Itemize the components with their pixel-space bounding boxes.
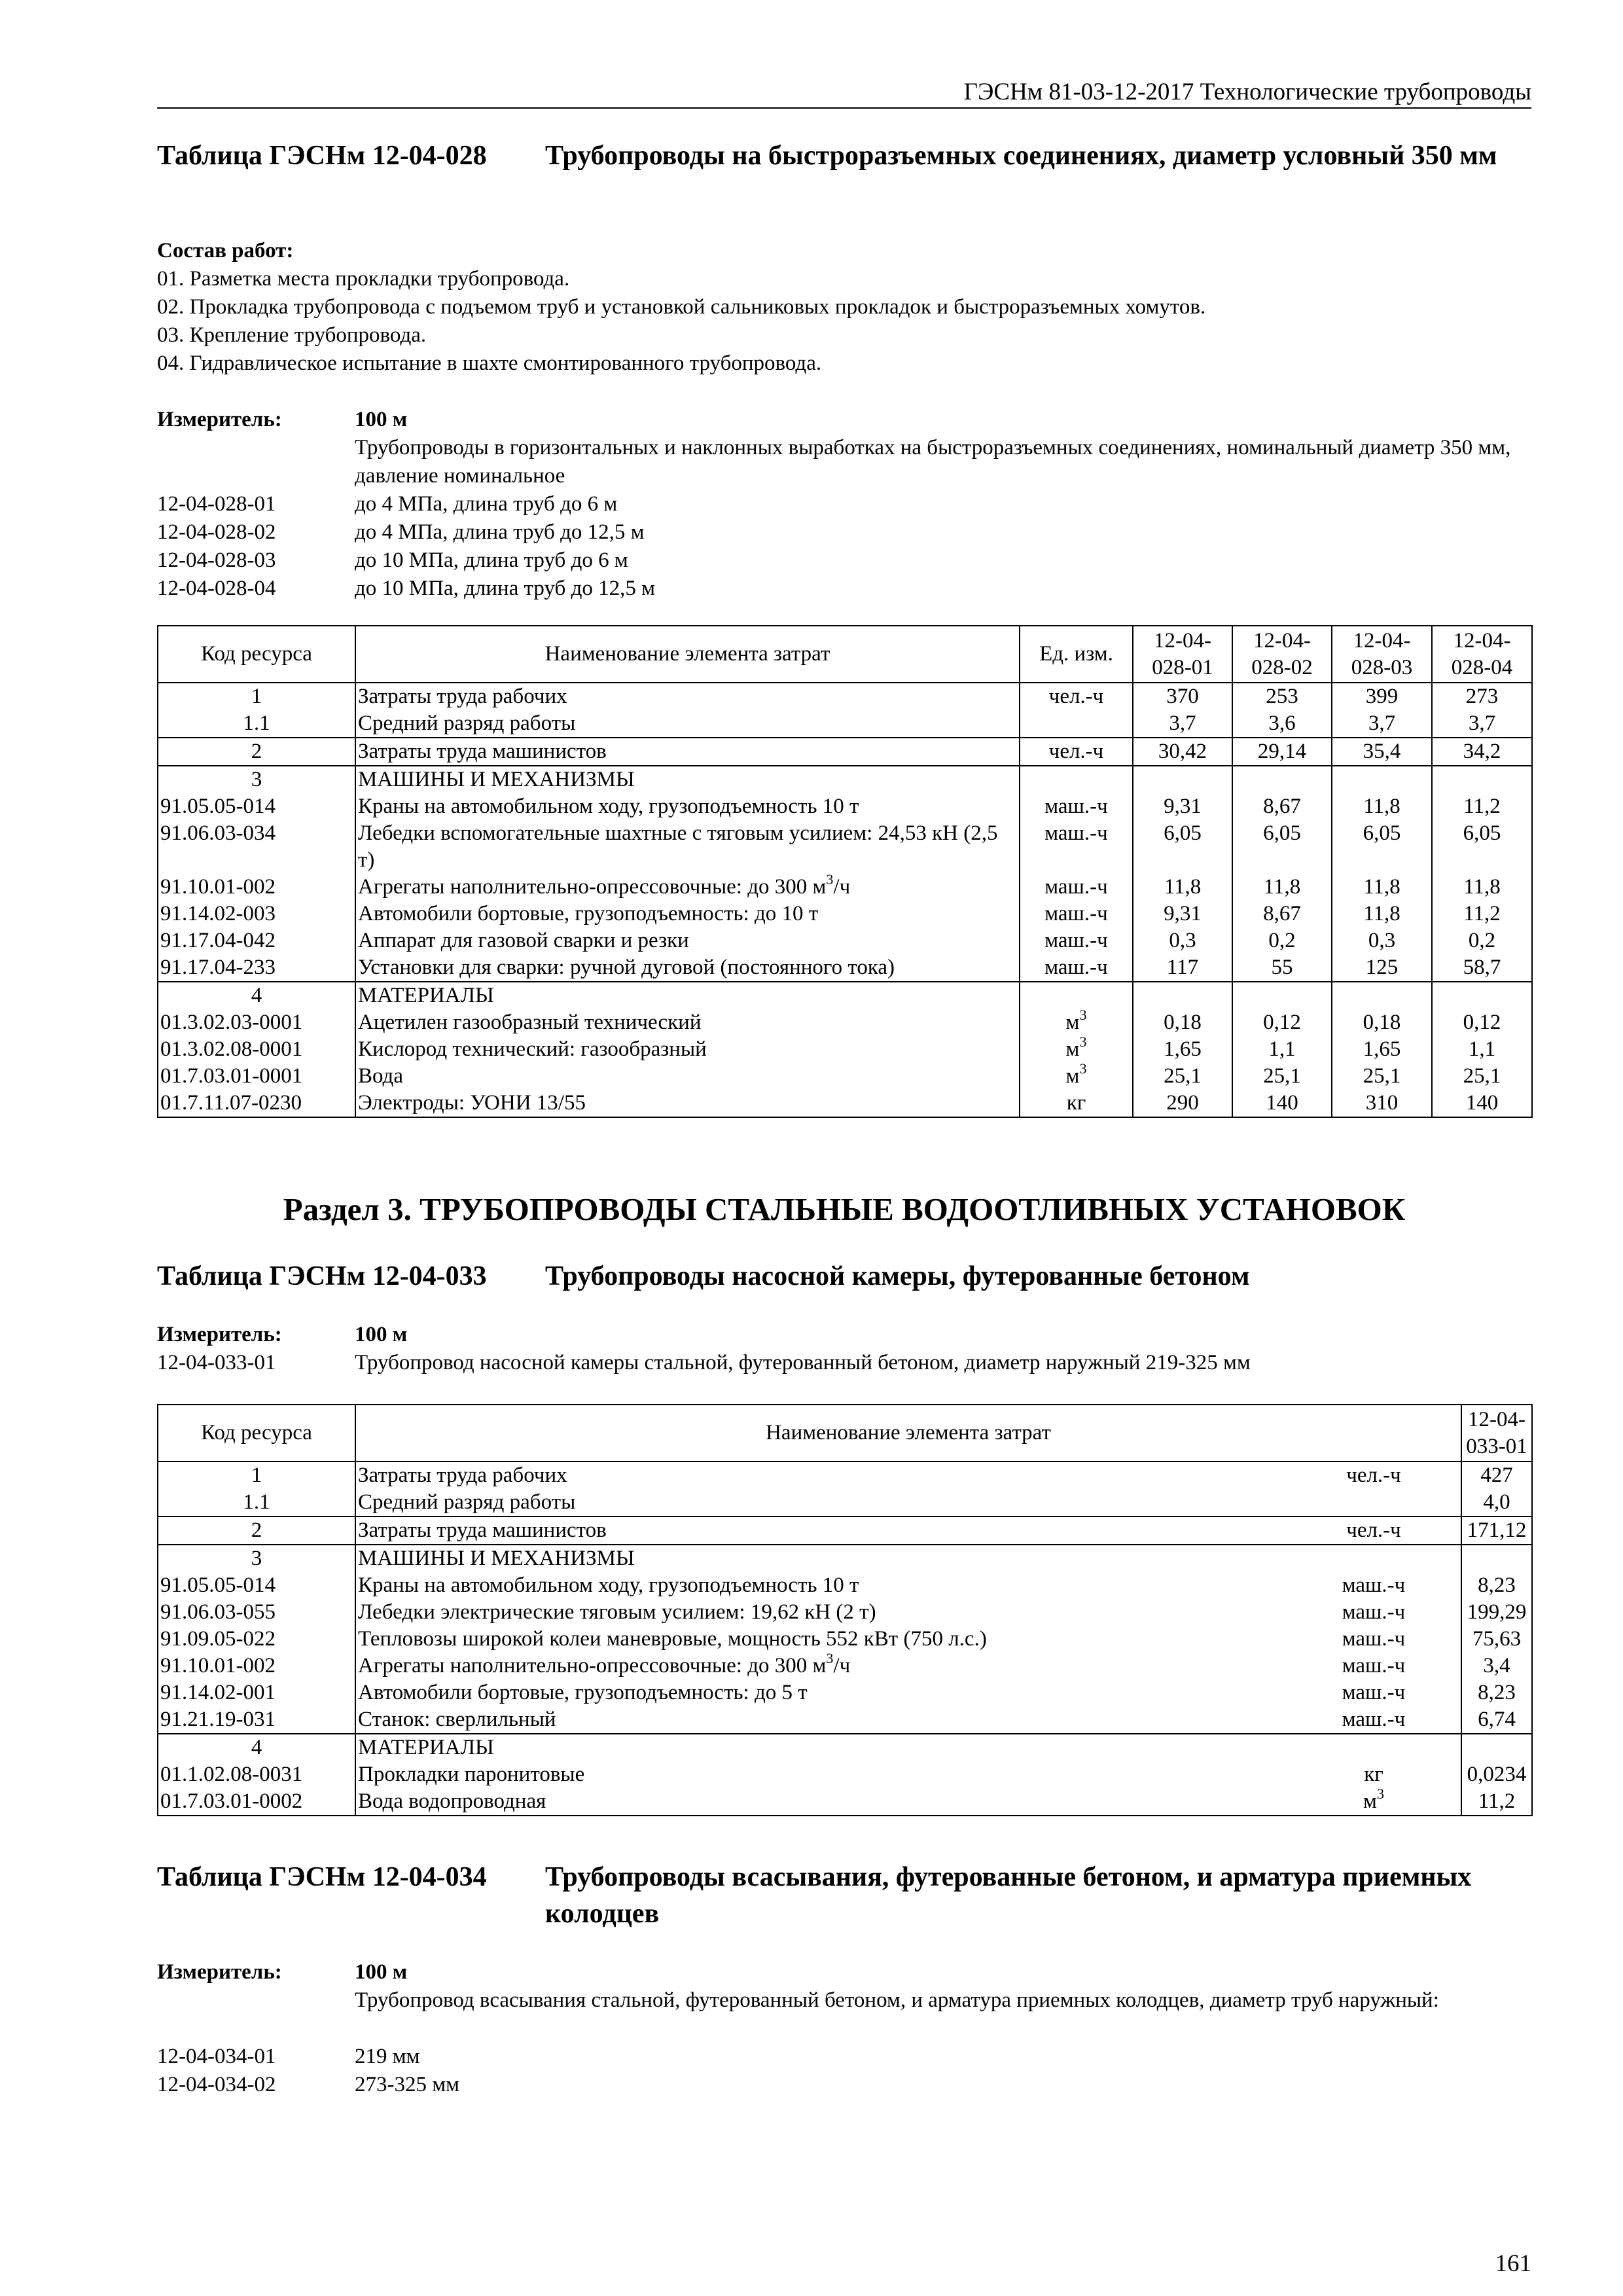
variant-text: до 4 МПа, длина труб до 6 м	[355, 492, 618, 516]
cell-text: маш.-ч	[1342, 1600, 1406, 1624]
resource-unit	[1020, 683, 1133, 710]
cost-value: 11,2	[1432, 901, 1532, 927]
cell-text: маш.-ч	[1044, 929, 1108, 952]
column-header: 12-04-033-01	[1461, 1405, 1532, 1462]
cell-text: Ацетилен газообразный технический	[358, 1011, 702, 1034]
resource-code: 91.10.01-002	[158, 1653, 355, 1679]
cost-value: 6,05	[1232, 820, 1332, 874]
cell-text: чел.-ч	[1346, 1518, 1401, 1542]
resource-code: 3	[158, 1545, 355, 1572]
cost-value: 0,0234	[1461, 1761, 1532, 1788]
column-header: Код ресурса	[158, 626, 355, 683]
cell-text: МАТЕРИАЛЫ	[358, 1736, 494, 1759]
resource-name	[355, 1063, 1020, 1090]
page-number: 161	[1495, 2250, 1531, 2277]
resource-name	[355, 1489, 1461, 1516]
cell-text: Лебедки вспомогательные шахтные с тяговым усилием: 24,53 кН (2,5 т)	[358, 821, 998, 872]
cost-value	[1133, 766, 1232, 793]
resource-unit	[1318, 1626, 1429, 1653]
measure-label: Измеритель:	[157, 1960, 282, 1984]
table-row	[158, 766, 1532, 793]
resource-code: 01.3.02.03-0001	[158, 1009, 355, 1036]
cell-text: /ч	[833, 875, 851, 899]
variant-code: 12-04-033-01	[157, 1351, 276, 1374]
cost-value: 25,1	[1232, 1063, 1332, 1090]
cost-value: 0,2	[1432, 927, 1532, 954]
cost-value: 3,7	[1133, 710, 1232, 738]
table-row	[158, 1489, 1532, 1516]
cost-value	[1332, 766, 1432, 793]
cost-value: 4,0	[1461, 1489, 1532, 1516]
measure-unit: 100 м	[355, 1323, 408, 1346]
resource-name	[355, 1650, 1461, 1679]
resource-unit	[1318, 1679, 1429, 1706]
resource-code: 1	[158, 683, 355, 710]
table-row	[158, 710, 1532, 738]
superscript: 3	[826, 1650, 834, 1666]
cost-value: 273	[1432, 683, 1532, 710]
superscript: 3	[826, 871, 834, 888]
column-header: 12-04-028-02	[1232, 626, 1332, 683]
work-item: 01. Разметка места прокладки трубопровода.	[157, 267, 570, 291]
cell-text: м	[1065, 1037, 1080, 1061]
works-list	[157, 265, 1531, 378]
column-header: Код ресурса	[158, 1405, 355, 1462]
resource-name	[355, 1090, 1020, 1117]
resource-code: 01.3.02.08-0001	[158, 1036, 355, 1063]
cell-text: МАШИНЫ И МЕХАНИЗМЫ	[358, 1547, 635, 1570]
cost-value: 310	[1332, 1090, 1432, 1117]
table1-code: Таблица ГЭСНм 12-04-028	[157, 141, 487, 171]
resource-unit	[1318, 1462, 1429, 1489]
variant-code: 12-04-034-01	[157, 2045, 276, 2068]
cost-value: 1,65	[1332, 1036, 1432, 1063]
cell-text: маш.-ч	[1044, 875, 1108, 899]
resource-unit	[1020, 766, 1133, 793]
resource-name	[355, 982, 1020, 1009]
cell-text: Автомобили бортовые, грузоподъемность: до 10 т	[358, 902, 819, 925]
superscript: 3	[1079, 1033, 1087, 1050]
column-header: Наименование элемента затрат	[355, 626, 1020, 683]
cost-value: 125	[1332, 954, 1432, 982]
measure-label: Измеритель:	[157, 1323, 282, 1346]
variant-text: до 10 МПа, длина труб до 6 м	[355, 548, 628, 572]
cell-text: маш.-ч	[1044, 821, 1108, 845]
resource-code: 91.06.03-055	[158, 1599, 355, 1626]
cell-text: Аппарат для газовой сварки и резки	[358, 929, 689, 952]
table-row	[158, 1788, 1532, 1816]
resource-unit	[1020, 1009, 1133, 1036]
cost-value: 34,2	[1432, 738, 1532, 766]
cell-text: /ч	[833, 1654, 851, 1677]
resource-name	[355, 1009, 1020, 1036]
cost-value: 11,8	[1332, 793, 1432, 820]
resource-code: 3	[158, 766, 355, 793]
resource-code: 91.17.04-233	[158, 954, 355, 982]
resource-code: 01.7.03.01-0001	[158, 1063, 355, 1090]
cell-text: Агрегаты наполнительно-опрессовочные: до 300 м	[358, 1654, 827, 1677]
works-label: Состав работ:	[157, 239, 294, 262]
cost-value: 8,67	[1232, 793, 1332, 820]
table2-name: Трубопроводы насосной камеры, футерованные бетоном	[545, 1261, 1250, 1291]
cell-text: Затраты труда машинистов	[358, 1518, 607, 1542]
cost-value: 9,31	[1133, 901, 1232, 927]
resource-code: 2	[158, 1516, 355, 1545]
resource-code: 01.7.03.01-0002	[158, 1788, 355, 1816]
cell-text: Вода водопроводная	[358, 1789, 546, 1813]
cell-text: маш.-ч	[1044, 795, 1108, 818]
resource-code: 01.7.11.07-0230	[158, 1090, 355, 1117]
cell-text: Затраты труда рабочих	[358, 685, 567, 708]
cost-value: 6,05	[1332, 820, 1432, 874]
cell-text: Установки для сварки: ручной дуговой (постоянного тока)	[358, 956, 895, 979]
variant-text: 219 мм	[355, 2045, 420, 2068]
cost-value: 8,67	[1232, 901, 1332, 927]
cost-value: 117	[1133, 954, 1232, 982]
cost-value: 11,8	[1432, 874, 1532, 901]
column-header: 12-04-028-04	[1432, 626, 1532, 683]
cost-value: 6,05	[1133, 820, 1232, 874]
table-row	[158, 1679, 1532, 1706]
cost-value	[1232, 766, 1332, 793]
cost-value: 8,23	[1461, 1572, 1532, 1599]
cell-text: кг	[1364, 1763, 1383, 1786]
cost-value: 3,7	[1332, 710, 1432, 738]
cost-value: 1,1	[1432, 1036, 1532, 1063]
table3-measure-block	[157, 1958, 1531, 2102]
resource-name	[355, 710, 1020, 738]
resource-name	[355, 1706, 1461, 1734]
resource-unit	[1020, 982, 1133, 1009]
cost-value	[1461, 1734, 1532, 1761]
cell-text: Средний разряд работы	[358, 711, 576, 735]
measure-unit: 100 м	[355, 1960, 408, 1984]
resource-code: 91.06.03-034	[158, 820, 355, 874]
variant-text: Трубопровод насосной камеры стальной, футерованный бетоном, диаметр наружный 219-325 мм	[355, 1351, 1251, 1374]
resource-unit	[1020, 820, 1133, 874]
work-item: 04. Гидравлическое испытание в шахте смонтированного трубопровода.	[157, 351, 822, 375]
cost-value: 30,42	[1133, 738, 1232, 766]
resource-code: 4	[158, 1734, 355, 1761]
cost-value: 0,12	[1432, 1009, 1532, 1036]
cost-value	[1432, 982, 1532, 1009]
cell-text: Тепловозы широкой колеи маневровые, мощность 552 кВт (750 л.с.)	[358, 1627, 987, 1651]
variant-text: до 10 МПа, длина труб до 12,5 м	[355, 577, 656, 600]
table3-title	[157, 1859, 1531, 1932]
resource-name	[355, 1572, 1461, 1599]
resource-code: 1	[158, 1462, 355, 1489]
measure-unit: 100 м	[355, 408, 408, 431]
table-row	[158, 901, 1532, 927]
table-row	[158, 1516, 1532, 1545]
resource-unit	[1318, 1653, 1429, 1679]
cell-text: МАШИНЫ И МЕХАНИЗМЫ	[358, 768, 635, 791]
resource-name	[355, 954, 1020, 982]
cost-value	[1461, 1545, 1532, 1572]
cost-value: 0,3	[1133, 927, 1232, 954]
superscript: 3	[1376, 1785, 1384, 1802]
resource-name	[355, 1626, 1461, 1653]
cell-text: Станок: сверлильный	[358, 1708, 556, 1731]
cell-text: МАТЕРИАЛЫ	[358, 984, 494, 1007]
table1-title	[157, 137, 1531, 211]
table-row	[158, 1036, 1532, 1063]
cell-text: Прокладки паронитовые	[358, 1763, 585, 1786]
cost-value: 140	[1232, 1090, 1332, 1117]
resource-unit	[1020, 1060, 1133, 1090]
work-item: 02. Прокладка трубопровода с подъемом труб и установкой сальниковых прокладок и быстроразъемных хомутов.	[157, 295, 1206, 319]
resource-unit	[1020, 1033, 1133, 1063]
table-row	[158, 1706, 1532, 1734]
cost-value: 11,8	[1133, 874, 1232, 901]
table-row	[158, 820, 1532, 874]
variant-code: 12-04-028-03	[157, 548, 276, 572]
cost-value: 25,1	[1332, 1063, 1432, 1090]
table3-name: Трубопроводы всасывания, футерованные бетоном, и арматура приемных колодцев	[545, 1862, 1472, 1929]
cost-value: 0,2	[1232, 927, 1332, 954]
resource-unit	[1020, 710, 1133, 738]
table-row	[158, 1599, 1532, 1626]
cost-value: 1,65	[1133, 1036, 1232, 1063]
column-header: Ед. изм.	[1020, 626, 1133, 683]
resource-code: 91.14.02-001	[158, 1679, 355, 1706]
resource-name	[355, 1761, 1461, 1788]
cell-text: Агрегаты наполнительно-опрессовочные: до 300 м	[358, 875, 827, 899]
cost-value: 0,12	[1232, 1009, 1332, 1036]
superscript: 3	[1079, 1060, 1087, 1077]
resource-table-1	[157, 625, 1533, 1118]
table-row	[158, 1734, 1532, 1761]
cell-text: маш.-ч	[1342, 1708, 1406, 1731]
measure-description: Трубопровод всасывания стальной, футерованный бетоном, и арматура приемных колодцев, диаметр труб наружный:	[355, 1988, 1439, 2012]
resource-table-2	[157, 1404, 1533, 1816]
cost-value: 11,2	[1432, 793, 1532, 820]
table1-name: Трубопроводы на быстроразъемных соединениях, диаметр условный 350 мм	[545, 141, 1497, 171]
cell-text: маш.-ч	[1044, 956, 1108, 979]
cost-value: 199,29	[1461, 1599, 1532, 1626]
resource-unit	[1020, 901, 1133, 927]
table-row	[158, 1090, 1532, 1117]
cost-value: 11,8	[1332, 874, 1432, 901]
cell-text: маш.-ч	[1044, 902, 1108, 925]
table-row	[158, 982, 1532, 1009]
variant-code: 12-04-028-02	[157, 520, 276, 544]
cost-value: 35,4	[1332, 738, 1432, 766]
resource-unit	[1020, 1090, 1133, 1117]
resource-code: 91.05.05-014	[158, 1572, 355, 1599]
table2-title	[157, 1258, 1531, 1295]
cost-value: 6,74	[1461, 1706, 1532, 1734]
cell-text: Затраты труда машинистов	[358, 740, 607, 763]
resource-code: 91.05.05-014	[158, 793, 355, 820]
cost-value: 427	[1461, 1462, 1532, 1489]
column-header: Наименование элемента затрат	[355, 1405, 1461, 1462]
cost-value: 75,63	[1461, 1626, 1532, 1653]
resource-code: 2	[158, 738, 355, 766]
resource-name	[355, 1462, 1461, 1489]
cost-value	[1133, 982, 1232, 1009]
table-row	[158, 1545, 1532, 1572]
cost-value: 55	[1232, 954, 1332, 982]
resource-name	[355, 1516, 1461, 1545]
table-row	[158, 1653, 1532, 1679]
cost-value: 3,4	[1461, 1653, 1532, 1679]
resource-name	[355, 1036, 1020, 1063]
resource-name	[355, 820, 1020, 874]
column-header: 12-04-028-01	[1133, 626, 1232, 683]
resource-name	[355, 1734, 1461, 1761]
resource-name	[355, 871, 1020, 901]
table-row	[158, 954, 1532, 982]
resource-name	[355, 1545, 1461, 1572]
resource-name	[355, 1785, 1461, 1816]
variant-code: 12-04-028-01	[157, 492, 276, 516]
cost-value	[1332, 982, 1432, 1009]
resource-unit	[1020, 738, 1133, 766]
cost-value: 3,7	[1432, 710, 1532, 738]
variant-text: до 4 МПа, длина труб до 12,5 м	[355, 520, 645, 544]
superscript: 3	[1079, 1007, 1087, 1023]
resource-unit	[1020, 954, 1133, 982]
cost-value: 290	[1133, 1090, 1232, 1117]
cell-text: Электроды: УОНИ 13/55	[358, 1091, 586, 1115]
cost-value: 29,14	[1232, 738, 1332, 766]
running-header: ГЭСНм 81-03-12-2017 Технологические трубопроводы	[963, 79, 1531, 105]
cell-text: чел.-ч	[1048, 685, 1104, 708]
resource-unit	[1020, 927, 1133, 954]
resource-code: 01.1.02.08-0031	[158, 1761, 355, 1788]
resource-code: 91.10.01-002	[158, 874, 355, 901]
section-title: Раздел 3. ТРУБОПРОВОДЫ СТАЛЬНЫЕ ВОДООТЛИВНЫХ УСТАНОВОК	[283, 1191, 1406, 1227]
table-row	[158, 1063, 1532, 1090]
cell-text: Краны на автомобильном ходу, грузоподъемность 10 т	[358, 1573, 859, 1597]
cell-text: м	[1065, 1011, 1080, 1034]
cell-text: чел.-ч	[1048, 740, 1104, 763]
cost-value: 0,18	[1332, 1009, 1432, 1036]
cost-value	[1232, 982, 1332, 1009]
cost-value: 25,1	[1133, 1063, 1232, 1090]
resource-code: 91.09.05-022	[158, 1626, 355, 1653]
cost-value: 25,1	[1432, 1063, 1532, 1090]
table-row	[158, 1462, 1532, 1489]
table-row	[158, 1626, 1532, 1653]
table-row	[158, 1009, 1532, 1036]
resource-name	[355, 901, 1020, 927]
cost-value: 0,18	[1133, 1009, 1232, 1036]
resource-unit	[1318, 1517, 1429, 1544]
cell-text: м	[1363, 1789, 1377, 1813]
cost-value: 399	[1332, 683, 1432, 710]
cell-text: Кислород технический: газообразный	[358, 1037, 707, 1061]
cost-value: 6,05	[1432, 820, 1532, 874]
cost-value: 11,8	[1332, 901, 1432, 927]
resource-unit	[1318, 1572, 1429, 1599]
cell-text: маш.-ч	[1342, 1654, 1406, 1677]
variant-text: 273-325 мм	[355, 2073, 460, 2096]
resource-name	[355, 683, 1020, 710]
cost-value: 140	[1432, 1090, 1532, 1117]
cell-text: Средний разряд работы	[358, 1490, 576, 1514]
cost-value: 0,3	[1332, 927, 1432, 954]
table3-code: Таблица ГЭСНм 12-04-034	[157, 1862, 487, 1892]
resource-code: 1.1	[158, 1489, 355, 1516]
cost-value: 171,12	[1461, 1516, 1532, 1545]
cell-text: Затраты труда рабочих	[358, 1463, 567, 1487]
cell-text: Краны на автомобильном ходу, грузоподъемность 10 т	[358, 795, 859, 818]
resource-code: 91.14.02-003	[158, 901, 355, 927]
resource-name	[355, 927, 1020, 954]
table-row	[158, 927, 1532, 954]
cost-value: 11,2	[1461, 1788, 1532, 1816]
cost-value: 1,1	[1232, 1036, 1332, 1063]
cost-value: 58,7	[1432, 954, 1532, 982]
resource-name	[355, 738, 1020, 766]
column-header: 12-04-028-03	[1332, 626, 1432, 683]
resource-unit	[1020, 793, 1133, 820]
table1-measure-block	[157, 406, 1531, 602]
resource-unit	[1020, 874, 1133, 901]
cell-text: маш.-ч	[1342, 1627, 1406, 1651]
table-row	[158, 683, 1532, 710]
table-row	[158, 874, 1532, 901]
resource-code: 4	[158, 982, 355, 1009]
resource-name	[355, 766, 1020, 793]
header-rule	[157, 107, 1531, 109]
table2-measure-block	[157, 1321, 1531, 1380]
resource-code: 91.21.19-031	[158, 1706, 355, 1734]
measure-label: Измеритель:	[157, 408, 282, 431]
cost-value: 253	[1232, 683, 1332, 710]
resource-code: 1.1	[158, 710, 355, 738]
cost-value: 9,31	[1133, 793, 1232, 820]
table-row	[158, 1761, 1532, 1788]
cell-text: Лебедки электрические тяговым усилием: 19,62 кН (2 т)	[358, 1600, 876, 1624]
work-item: 03. Крепление трубопровода.	[157, 323, 427, 347]
cell-text: Вода	[358, 1064, 403, 1088]
cell-text: Автомобили бортовые, грузоподъемность: до 5 т	[358, 1681, 808, 1704]
table2-code: Таблица ГЭСНм 12-04-033	[157, 1261, 487, 1291]
resource-name	[355, 1679, 1461, 1706]
cost-value: 11,8	[1232, 874, 1332, 901]
cell-text: маш.-ч	[1342, 1573, 1406, 1597]
cell-text: маш.-ч	[1342, 1681, 1406, 1704]
variant-code: 12-04-034-02	[157, 2073, 276, 2096]
resource-name	[355, 1599, 1461, 1626]
variant-code: 12-04-028-04	[157, 577, 276, 600]
cost-value	[1432, 766, 1532, 793]
cell-text: м	[1065, 1064, 1080, 1088]
resource-unit	[1318, 1706, 1429, 1733]
table-row	[158, 738, 1532, 766]
table-row	[158, 793, 1532, 820]
cost-value: 8,23	[1461, 1679, 1532, 1706]
cell-text: чел.-ч	[1346, 1463, 1401, 1487]
resource-unit	[1318, 1785, 1429, 1815]
resource-name	[355, 793, 1020, 820]
cost-value: 3,6	[1232, 710, 1332, 738]
resource-unit	[1318, 1599, 1429, 1626]
table-row	[158, 1572, 1532, 1599]
resource-unit	[1318, 1761, 1429, 1788]
resource-code: 91.17.04-042	[158, 927, 355, 954]
cost-value: 370	[1133, 683, 1232, 710]
measure-description: Трубопроводы в горизонтальных и наклонных выработках на быстроразъемных соединениях, номинальный диаметр 350 мм, давление номинальное	[355, 436, 1511, 488]
cell-text: кг	[1066, 1091, 1086, 1115]
